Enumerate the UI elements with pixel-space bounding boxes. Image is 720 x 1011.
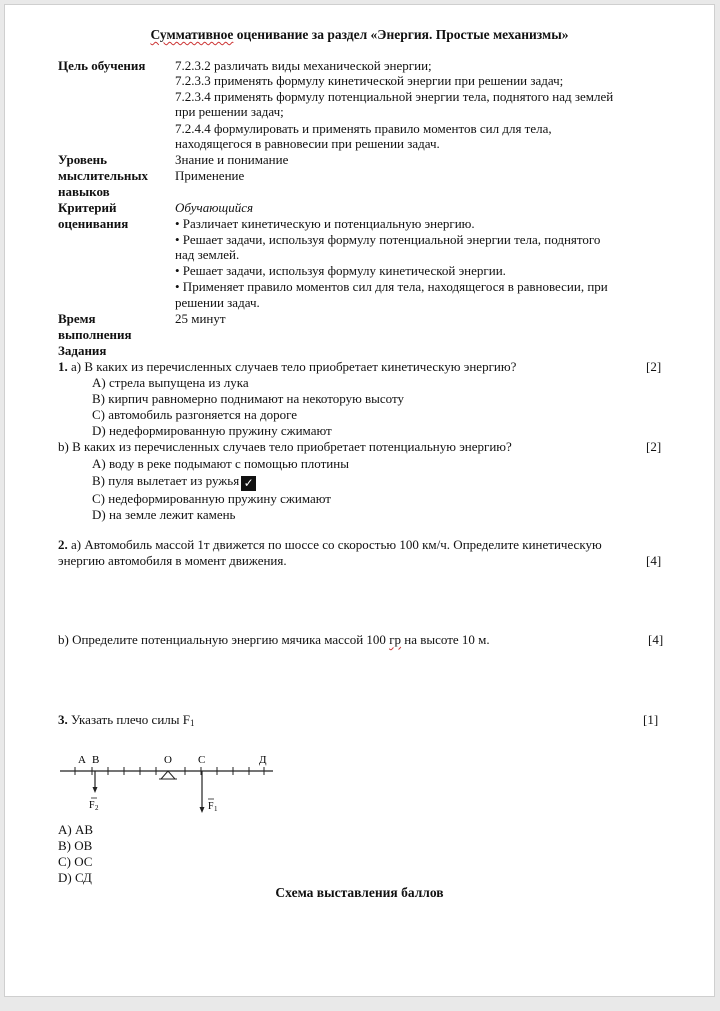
label-a: А xyxy=(78,754,86,766)
q1a-question: а) В каких из перечисленных случаев тело приобретает кинетическую энергию? xyxy=(67,359,517,374)
document-title xyxy=(5,27,714,43)
q2b-text-post: на высоте 10 м. xyxy=(401,632,490,647)
q3-option: А) АВ xyxy=(58,822,94,837)
criteria-label: оценивания xyxy=(58,216,129,231)
checkmark-icon: ✓ xyxy=(241,476,256,491)
q1a-text xyxy=(58,359,516,375)
time-label: выполнения xyxy=(58,327,132,342)
force-f2-arrowhead xyxy=(93,787,98,793)
q1a-option: В) кирпич равномерно поднимают на некоторую высоту xyxy=(92,391,405,406)
goal-line: 7.2.3.3 применять формулу кинетической энергии при решении задач; xyxy=(175,73,564,88)
q1b-option-checked xyxy=(92,473,256,491)
criteria-line: • Решает задачи, используя формулу потенциальной энергии тела, поднятого xyxy=(175,232,601,247)
label-d: Д xyxy=(259,754,267,766)
force-f1-label: F xyxy=(208,801,214,812)
goal-line: 7.2.3.4 применять формулу потенциальной энергии тела, поднятого над землей xyxy=(175,89,614,104)
title-prefix: Суммативное xyxy=(150,27,234,42)
q3-subscript: 1 xyxy=(190,718,195,728)
goal-line: находящегося в равновесии при решении задач. xyxy=(175,136,440,151)
label-o: О xyxy=(164,754,172,766)
q3-score: [1] xyxy=(643,712,659,727)
q1a-option: С) автомобиль разгоняется на дороге xyxy=(92,407,298,422)
q2b-score: [4] xyxy=(648,632,664,647)
level-value: Знание и понимание xyxy=(175,152,289,167)
q2a-question: а) Автомобиль массой 1т движется по шоссе со скоростью 100 км/ч. Определите кинетическую xyxy=(67,537,602,552)
title-rest: оценивание за раздел «Энергия. Простые механизмы» xyxy=(233,27,569,42)
level-label: мыслительных xyxy=(58,168,149,183)
force-f1-sub: 1 xyxy=(214,805,218,813)
q1b-option-text: В) пуля вылетает из ружья xyxy=(92,473,240,488)
q1b-option: D) на земле лежит камень xyxy=(92,507,236,522)
q3-option: В) ОВ xyxy=(58,838,93,853)
tasks-label: Задания xyxy=(58,343,107,358)
document-page xyxy=(4,4,715,997)
lever-diagram xyxy=(55,745,280,820)
level-label: Уровень xyxy=(58,152,108,167)
q1b-score: [2] xyxy=(646,439,662,454)
level-value: Применение xyxy=(175,168,245,183)
force-f2-label: F xyxy=(89,800,95,811)
level-label: навыков xyxy=(58,184,110,199)
time-label: Время xyxy=(58,311,96,326)
q3-option: С) ОС xyxy=(58,854,93,869)
q2a-line2: энергию автомобиля в момент движения. xyxy=(58,553,287,568)
q1a-option: А) стрела выпущена из лука xyxy=(92,375,249,390)
goal-line: 7.2.3.2 различать виды механической энергии; xyxy=(175,58,432,73)
criteria-line: • Применяет правило моментов сил для тела, находящегося в равновесии, при xyxy=(175,279,608,294)
q1b-option: С) недеформированную пружину сжимают xyxy=(92,491,331,506)
q2a-line1 xyxy=(58,537,602,553)
goal-line: при решении задач; xyxy=(175,104,284,119)
criteria-label: Критерий xyxy=(58,200,117,215)
scheme-title: Схема выставления баллов xyxy=(275,885,444,900)
q1-number: 1. xyxy=(58,359,68,374)
label-c: С xyxy=(198,754,206,766)
criteria-line: над землей. xyxy=(175,247,240,262)
force-f2-sub: 2 xyxy=(95,804,99,812)
q2a-score: [4] xyxy=(646,553,662,568)
force-f1-arrowhead xyxy=(200,807,205,813)
q3-number: 3. xyxy=(58,712,68,727)
fulcrum-icon xyxy=(161,771,175,779)
q3-question xyxy=(58,712,195,732)
goal-line: 7.2.4.4 формулировать и применять правило моментов сил для тела, xyxy=(175,121,552,136)
q2-number: 2. xyxy=(58,537,68,552)
q3-text: Указать плечо силы F xyxy=(67,712,190,727)
q1a-score: [2] xyxy=(646,359,662,374)
q1b-option: А) воду в реке подымают с помощью плотины xyxy=(92,456,349,471)
q1a-option: D) недеформированную пружину сжимают xyxy=(92,423,332,438)
time-value: 25 минут xyxy=(175,311,226,326)
q2b-unit: гр xyxy=(389,632,402,647)
goal-label: Цель обучения xyxy=(58,58,146,73)
criteria-line: решении задач. xyxy=(175,295,260,310)
label-b: В xyxy=(92,754,100,766)
q2b-question xyxy=(58,632,490,648)
q2b-text-pre: b) Определите потенциальную энергию мячика массой 100 xyxy=(58,632,390,647)
criteria-line: • Различает кинетическую и потенциальную энергию. xyxy=(175,216,475,231)
criteria-intro: Обучающийся xyxy=(175,200,254,215)
criteria-line: • Решает задачи, используя формулу кинетической энергии. xyxy=(175,263,506,278)
q3-option: D) СД xyxy=(58,870,92,885)
q1b-question: b) В каких из перечисленных случаев тело приобретает потенциальную энергию? xyxy=(58,439,512,454)
